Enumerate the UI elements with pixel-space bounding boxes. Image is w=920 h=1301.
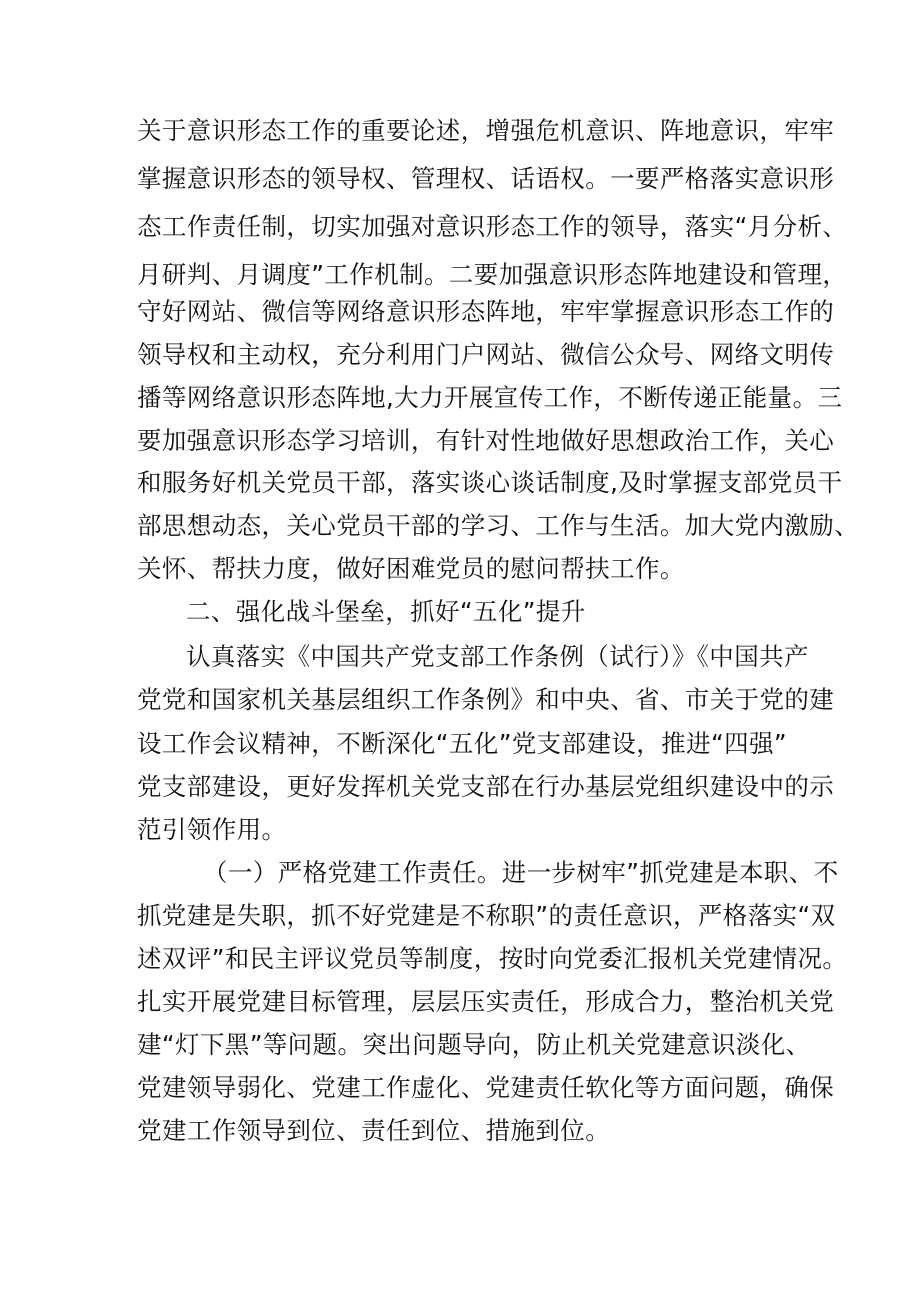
text-line: 播等网络意识形态阵地,大力开展宣传工作，不断传递正能量。三	[137, 383, 843, 412]
text-line: 抓党建是失职，抓不好党建是不称职”的责任意识，严格落实“双	[137, 901, 836, 930]
section-heading: 二、强化战斗堡垒，抓好“五化”提升	[186, 597, 586, 626]
text-line: 关于意识形态工作的重要论述，增强危机意识、阵地意识，牢牢	[137, 116, 835, 145]
text-line: 扎实开展党建目标管理，层层压实责任，形成合力，整治机关党	[137, 987, 835, 1016]
text-line: 掌握意识形态的领导权、管理权、话语权。一要严格落实意识形	[137, 164, 835, 193]
text-line: 要加强意识形态学习培训，有针对性地做好思想政治工作，关心	[137, 426, 835, 455]
text-line: 领导权和主动权，充分利用门户网站、微信公众号、网络文明传	[137, 340, 835, 369]
text-line: 党建工作领导到位、责任到位、措施到位。	[137, 1116, 611, 1145]
text-line: 范引领作用。	[137, 815, 287, 844]
text-line: 关怀、帮扶力度，做好困难党员的慰问帮扶工作。	[137, 554, 685, 583]
text-line: 党支部建设，更好发挥机关党支部在行办基层党组织建设中的示	[137, 772, 835, 801]
text-line: 认真落实《中国共产党支部工作条例（试行）》《中国共产	[186, 642, 809, 671]
text-line: 建“灯下黑”等问题。突出问题导向，防止机关党建意识淡化、	[137, 1030, 811, 1059]
text-line: 和服务好机关党员干部，落实谈心谈话制度,及时掌握支部党员干	[137, 468, 843, 497]
text-line: 述双评”和民主评议党员等制度，按时向党委汇报机关党建情况。	[137, 944, 848, 973]
text-line: 部思想动态，关心党员干部的学习、工作与生活。加大党内激励、	[137, 511, 860, 540]
text-line: 党建领导弱化、党建工作虚化、党建责任软化等方面问题，确保	[137, 1073, 835, 1102]
text-line: 设工作会议精神，不断深化“五化”党支部建设，推进“四强”	[137, 729, 787, 758]
text-line: 守好网站、微信等网络意识形态阵地，牢牢掌握意识形态工作的	[137, 297, 835, 326]
text-line: 党党和国家机关基层组织工作条例》和中央、省、市关于党的建	[137, 685, 835, 714]
text-line: 态工作责任制，切实加强对意识形态工作的领导，落实“月分析、	[137, 212, 848, 241]
subsection-heading: （一）严格党建工作责任。进一步树牢”抓党建是本职、不	[203, 858, 839, 887]
text-line: 月研判、月调度”工作机制。二要加强意识形态阵地建设和管理，	[137, 260, 848, 289]
